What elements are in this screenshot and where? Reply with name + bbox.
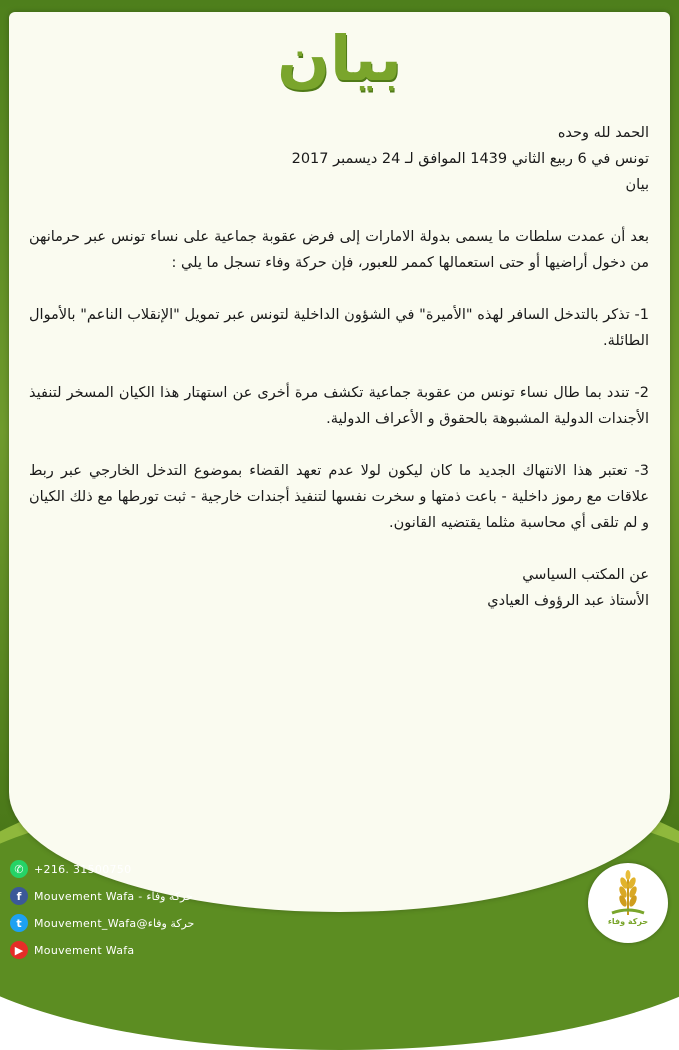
- intro-paragraph: بعد أن عمدت سلطات ما يسمى بدولة الامارات إلى فرض عقوبة جماعية على نساء تونس عبر حرمانهن من دخول أراضيها أو حتى استعمالها كممر للعبور، فإن حركة وفاء تسجل ما يلي :: [29, 229, 649, 271]
- point-3: 3- تعتبر هذا الانتهاك الجديد ما كان ليكون لولا عدم تعهد القضاء بموضوع التدخل الخارجي عبر ربط علاقات مع رموز داخلية - باعت ذمتها و سخرت نفسها لتنفيذ أجندات خارجية - ثبت تورطها مع ذلك الكيان و لم تلقى أي محاسبة مثلما يقتضيه القانون.: [29, 463, 649, 531]
- statement-title: بيان: [277, 22, 402, 95]
- facebook-text: Mouvement Wafa - حركة وفاء: [34, 889, 193, 903]
- contact-list: [10, 856, 270, 964]
- signature-name: الأستاذ عبد الرؤوف العيادي: [487, 593, 649, 609]
- youtube-text: Mouvement Wafa: [34, 943, 135, 957]
- phone-text: +216. 31500750: [34, 862, 132, 876]
- logo-caption: حركة وفاء: [607, 917, 649, 926]
- whatsapp-icon: ✆: [10, 860, 28, 878]
- facebook-icon: f: [10, 887, 28, 905]
- header-line-praise: الحمد لله وحده: [557, 125, 649, 141]
- header-line-date: تونس في 6 ربيع الثاني 1439 الموافق لـ 24 ديسمبر 2017: [291, 151, 649, 167]
- statement-body: [29, 120, 649, 614]
- wheat-logo-icon: [588, 863, 668, 943]
- point-2: 2- تندد بما طال نساء تونس من عقوبة جماعية تكشف مرة أخرى عن استهتار هذا الكيان المسخر لتنفيذ الأجندات الدولية المشبوهة بالحقوق و الأعراف الدولية.: [29, 385, 649, 427]
- header-line-label: بيان: [625, 177, 649, 193]
- twitter-icon: t: [10, 914, 28, 932]
- signature-office: عن المكتب السياسي: [522, 567, 649, 583]
- contact-phone[interactable]: [10, 856, 270, 882]
- contact-twitter[interactable]: [10, 910, 270, 936]
- contact-youtube[interactable]: [10, 937, 270, 963]
- contact-facebook[interactable]: [10, 883, 270, 909]
- point-1: 1- تذكر بالتدخل السافر لهذه "الأميرة" في الشؤون الداخلية لتونس عبر تمويل "الإنقلاب الناعم" بالأموال الطائلة.: [29, 307, 649, 349]
- youtube-icon: ▶: [10, 941, 28, 959]
- twitter-text: Mouvement_Wafa@حركة وفاء: [34, 916, 195, 930]
- party-logo: [588, 863, 668, 943]
